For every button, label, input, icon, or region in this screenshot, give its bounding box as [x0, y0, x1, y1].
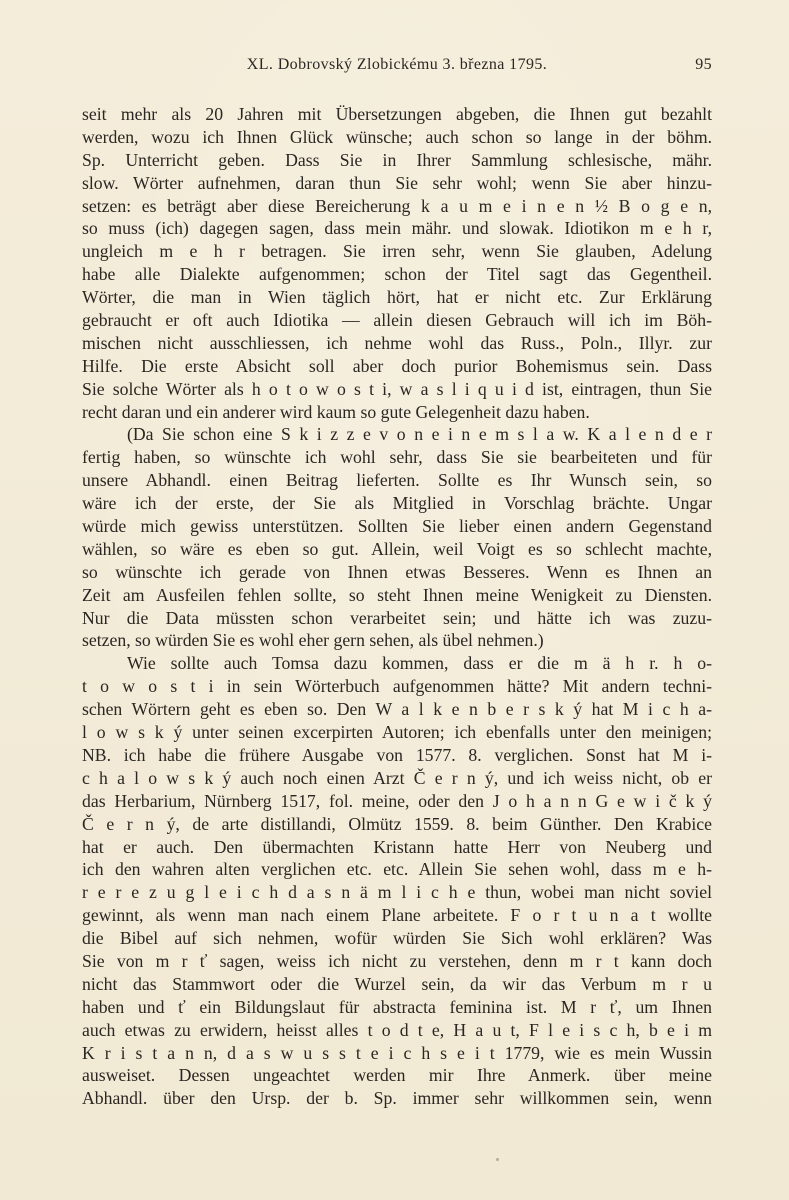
- text-line: Sp. Unterricht geben. Dass Sie in Ihrer Sammlung schlesische, mähr.: [82, 149, 712, 170]
- text-line: setzen: es beträgt aber diese Bereicherung k a u m e i n e n ½ B o g e n,: [82, 195, 712, 216]
- text-line: Abhandl. über den Ursp. der b. Sp. immer sehr willkommen sein, wenn: [82, 1088, 712, 1109]
- text-line: wäre ich der erste, der Sie als Mitglied in Vorschlag brächte. Ungar: [82, 493, 712, 514]
- text-line: seit mehr als 20 Jahren mit Übersetzungen abgeben, die Ihnen gut bezahlt: [82, 104, 712, 124]
- text-line: hat er auch. Den übermachten Kristann hatte Herr von Neuberg und: [82, 836, 712, 857]
- text-line: Wie sollte auch Tomsa dazu kommen, dass er die m ä h r. h o-: [127, 653, 712, 674]
- text-line: gewinnt, als wenn man nach einem Plane arbeitete. F o r t u n a t wollte: [82, 905, 712, 926]
- text-line: Sie solche Wörter als h o t o w o s t i, w a s l i q u i d ist, eintragen, thun Sie: [82, 378, 712, 399]
- text-line: die Bibel auf sich nehmen, wofür würden Sie Sich wohl erklären? Was: [82, 928, 712, 949]
- text-line: werden, wozu ich Ihnen Glück wünsche; auch schon so lange in der böhm.: [82, 126, 712, 147]
- text-line: schen Wörtern geht es eben so. Den W a l k e n b e r s k ý hat M i c h a-: [82, 699, 712, 720]
- text-line: würde mich gewiss unterstützen. Sollten Sie lieber einen andern Gegenstand: [82, 516, 712, 537]
- text-line: nicht das Stammwort oder die Wurzel sein, da wir das Verbum m r u: [82, 973, 712, 994]
- text-line: wählen, so wäre es eben so gut. Allein, weil Voigt es so schlecht machte,: [82, 538, 712, 559]
- text-line: auch etwas zu erwidern, heisst alles t o d t e, H a u t, F l e i s c h, b e i m: [82, 1019, 712, 1040]
- text-line: haben und ť ein Bildungslaut für abstracta feminina ist. M r ť, um Ihnen: [82, 996, 712, 1017]
- text-line: Nur die Data müssten schon verarbeitet sein; und hätte ich was zuzu-: [82, 607, 712, 628]
- text-line: K r i s t a n n, d a s w u s s t e i c h s e i t 1779, wie es mein Wussin: [82, 1042, 712, 1063]
- text-line: mischen nicht ausschliessen, ich nehme wohl das Russ., Poln., Illyr. zur: [82, 332, 712, 353]
- running-header: [82, 56, 712, 82]
- text-line: das Herbarium, Nürnberg 1517, fol. meine, oder den J o h a n n G e w i č k ý: [82, 790, 712, 811]
- text-line: ich den wahren alten verglichen etc. etc. Allein Sie sehen wohl, dass m e h-: [82, 859, 712, 880]
- text-line: Zeit am Ausfeilen fehlen sollte, so steht Ihnen meine Wenigkeit zu Diensten.: [82, 584, 712, 605]
- text-line: Wörter, die man in Wien täglich hört, hat er nicht etc. Zur Erklärung: [82, 287, 712, 308]
- text-line: Sie von m r ť sagen, weiss ich nicht zu verstehen, denn m r t kann doch: [82, 950, 712, 971]
- text-line: so wünschte ich gerade von Ihnen etwas Besseres. Wenn es Ihnen an: [82, 561, 712, 582]
- text-line: so muss (ich) dagegen sagen, dass mein mähr. und slowak. Idiotikon m e h r,: [82, 218, 712, 239]
- text-line: Hilfe. Die erste Absicht soll aber doch purior Bohemismus sein. Dass: [82, 355, 712, 376]
- text-line: (Da Sie schon eine S k i z z e v o n e i n e m s l a w. K a l e n d e r: [127, 424, 712, 445]
- text-line: gebraucht er oft auch Idiotika — allein diesen Gebrauch will ich im Böh-: [82, 310, 712, 331]
- text-line: t o w o s t i in sein Wörterbuch aufgenommen hätte? Mit andern techni-: [82, 676, 712, 697]
- text-line: fertig haben, so wünschte ich wohl sehr, dass Sie sie bearbeiteten und für: [82, 447, 712, 468]
- running-title: XL. Dobrovský Zlobickému 3. března 1795.: [246, 56, 548, 73]
- paper-speck: [496, 1158, 499, 1161]
- text-line: c h a l o w s k ý auch noch einen Arzt Č e r n ý, und ich weiss nicht, ob er: [82, 767, 712, 788]
- text-line: ausweiset. Dessen ungeachtet werden mir Ihre Anmerk. über meine: [82, 1065, 712, 1086]
- text-line: l o w s k ý unter seinen excerpirten Autoren; ich ebenfalls unter den meinigen;: [82, 722, 712, 743]
- text-line: unsere Abhandl. einen Beitrag lieferten. Sollte es Ihr Wunsch sein, so: [82, 470, 712, 491]
- page-number: 95: [695, 56, 712, 73]
- text-line: NB. ich habe die frühere Ausgabe von 1577. 8. verglichen. Sonst hat M i-: [82, 744, 712, 765]
- text-line: r e r e z u g l e i c h d a s n ä m l i c h e thun, wobei man nicht soviel: [82, 882, 712, 903]
- text-line: Č e r n ý, de arte distillandi, Olmütz 1559. 8. beim Günther. Den Krabice: [82, 813, 712, 834]
- text-line: recht daran und ein anderer wird kaum so gute Gelegenheit dazu haben.: [82, 401, 590, 422]
- letter-text: [82, 103, 712, 1110]
- text-line: setzen, so würden Sie es wohl eher gern sehen, als übel nehmen.): [82, 630, 544, 651]
- text-line: habe alle Dialekte aufgenommen; schon der Titel sagt das Gegentheil.: [82, 264, 712, 285]
- text-line: slow. Wörter aufnehmen, daran thun Sie sehr wohl; wenn Sie aber hinzu-: [82, 172, 712, 193]
- text-line: ungleich m e h r betragen. Sie irren sehr, wenn Sie glauben, Adelung: [82, 241, 712, 262]
